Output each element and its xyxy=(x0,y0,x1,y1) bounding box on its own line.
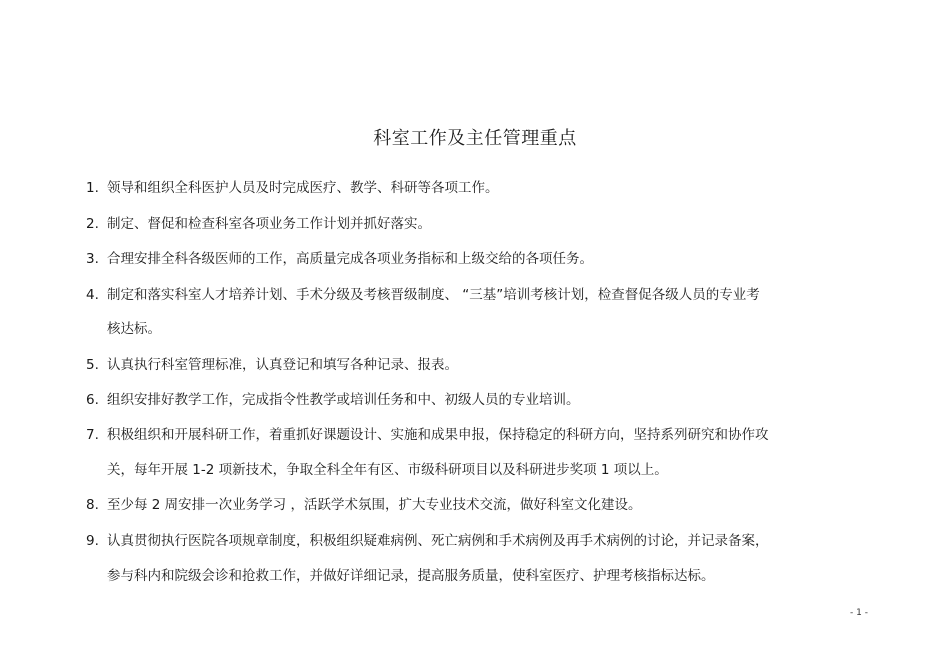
item-text: 组织安排好教学工作，完成指令性教学或培训任务和中、初级人员的专业培训。 xyxy=(107,392,580,408)
item-text: 合理安排全科各级医师的工作，高质量完成各项业务指标和上级交给的各项任务。 xyxy=(107,251,593,267)
list-item xyxy=(86,382,580,418)
list-item xyxy=(86,170,499,206)
item-number: 4. xyxy=(86,287,99,303)
item-number: 7. xyxy=(86,427,99,443)
list-item xyxy=(86,523,769,559)
item-text: 积极组织和开展科研工作，着重抓好课题设计、实施和成果申报，保持稳定的科研方向，坚持系列研究和协作攻 xyxy=(107,427,769,443)
item-number: 6. xyxy=(86,392,99,408)
item-number: 2. xyxy=(86,216,99,232)
item-number: 1. xyxy=(86,180,99,196)
list-item xyxy=(86,277,760,313)
item-text: 认真贯彻执行医院各项规章制度，积极组织疑难病例、死亡病例和手术病例及再手术病例的讨论，并记录备案， xyxy=(107,533,769,549)
list-item xyxy=(86,206,431,242)
list-item xyxy=(86,417,769,453)
item-continuation: 核达标。 xyxy=(107,321,161,337)
item-text: 至少每 2 周安排一次业务学习 ，活跃学术氛围，扩大专业技术交流，做好科室文化建设。 xyxy=(107,497,642,513)
list-item xyxy=(86,347,458,383)
item-text: 制定、督促和检查科室各项业务工作计划并抓好落实。 xyxy=(107,216,431,232)
list-item xyxy=(86,487,641,523)
document-title: 科室工作及主任管理重点 xyxy=(373,128,577,149)
item-text: 认真执行科室管理标准，认真登记和填写各种记录、报表。 xyxy=(107,357,458,373)
item-number: 9. xyxy=(86,533,99,549)
list-item xyxy=(86,241,593,277)
item-continuation: 参与科内和院级会诊和抢救工作，并做好详细记录，提高服务质量，使科室医疗、护理考核指标达标。 xyxy=(107,568,715,584)
item-number: 3. xyxy=(86,251,99,267)
item-number: 8. xyxy=(86,497,99,513)
item-number: 5. xyxy=(86,357,99,373)
page-number: - 1 - xyxy=(850,608,868,618)
item-text: 制定和落实科室人才培养计划、手术分级及考核晋级制度、 “三基”培训考核计划，检查督促各级人员的专业考 xyxy=(107,287,760,303)
item-text: 领导和组织全科医护人员及时完成医疗、教学、科研等各项工作。 xyxy=(107,180,499,196)
item-continuation: 关，每年开展 1-2 项新技术，争取全科全年有区、市级科研项目以及科研进步奖项 1 项以上。 xyxy=(107,462,668,478)
